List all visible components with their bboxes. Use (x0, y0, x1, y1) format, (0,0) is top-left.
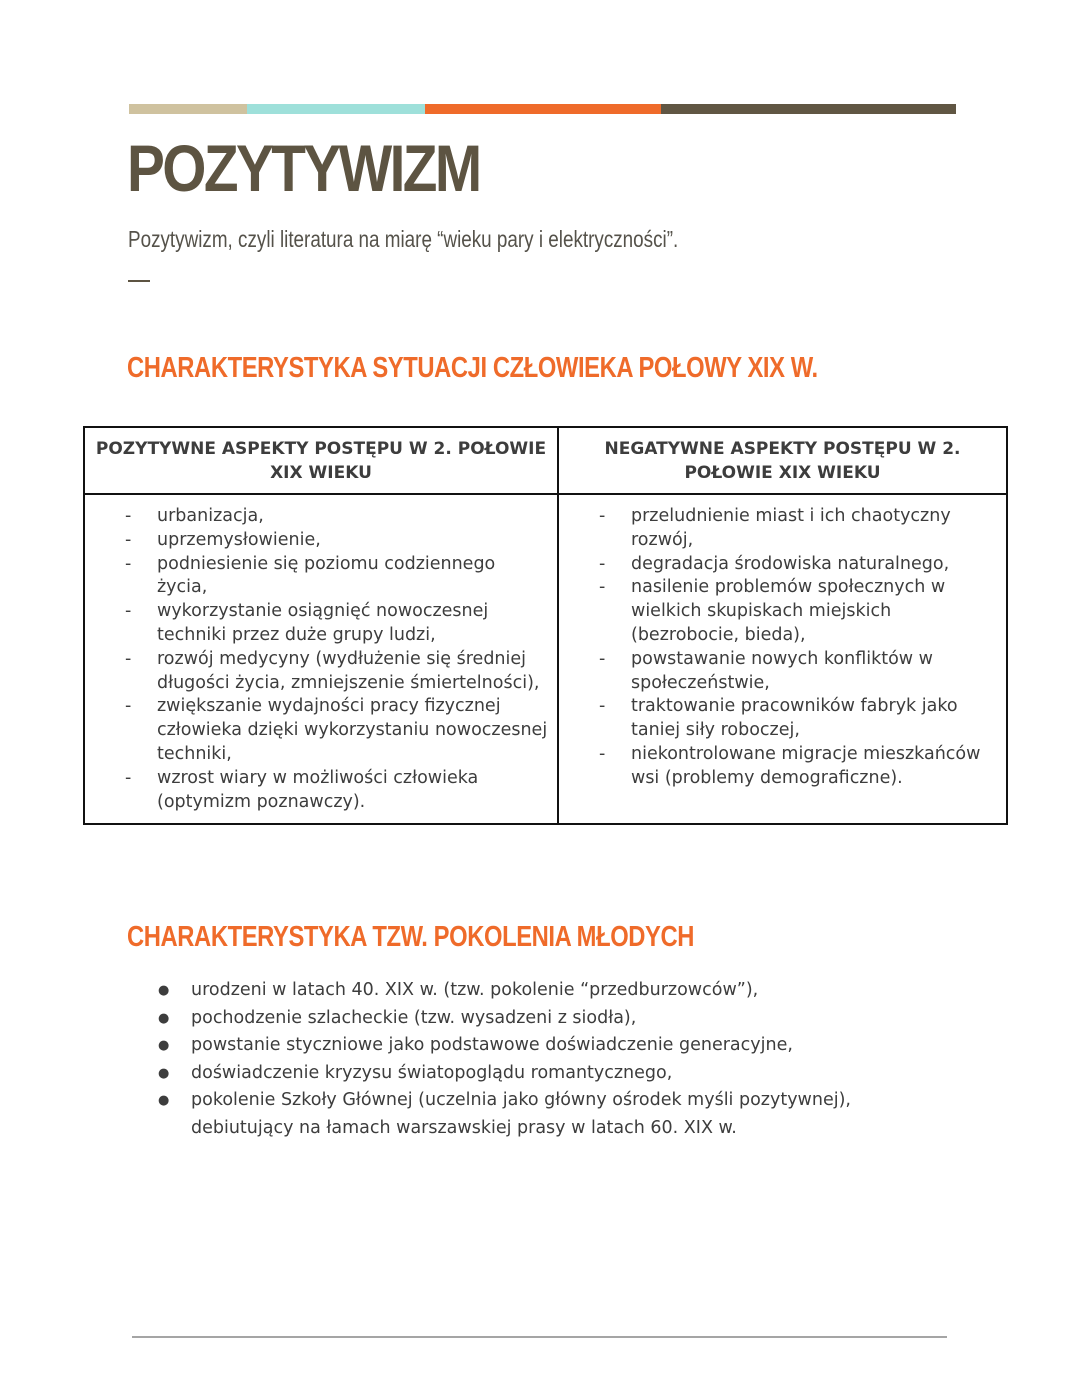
negative-aspects-list (559, 505, 998, 791)
positive-aspects-list (85, 505, 549, 814)
generation-trait-item: ● urodzeni w latach 40. XIX w. (tzw. pokolenie “przedburzowców”), (155, 977, 915, 1005)
generation-trait-item: ● pokolenie Szkoły Głównej (uczelnia jako główny ośrodek myśli pozytywnej), debiutujący na łamach warszawskiej prasy w latach 60. XIX w. (155, 1087, 915, 1142)
positive-aspect-item: - uprzemysłowienie, (85, 529, 549, 553)
negative-aspect-item: - niekontrolowane migracje mieszkańców wsi (problemy demograficzne). (559, 743, 998, 791)
table-header-positive: POZYTYWNE ASPEKTY POSTĘPU W 2. POŁOWIE XIX WIEKU (84, 427, 558, 494)
positive-aspect-item: - rozwój medycyny (wydłużenie się średniej długości życia, zmniejszenie śmiertelności), (85, 648, 549, 696)
positive-aspect-item: - wzrost wiary w możliwości człowieka (optymizm poznawczy). (85, 767, 549, 815)
section-heading-situation: CHARAKTERYSTYKA SYTUACJI CZŁOWIEKA POŁOWY XIX W. (127, 352, 818, 384)
positive-aspect-item: - wykorzystanie osiągnięć nowoczesnej techniki przez duże grupy ludzi, (85, 600, 549, 648)
negative-aspect-item: - przeludnienie miast i ich chaotyczny rozwój, (559, 505, 998, 553)
negative-aspect-item: - traktowanie pracowników fabryk jako taniej siły roboczej, (559, 695, 998, 743)
negative-aspect-item: - degradacja środowiska naturalnego, (559, 553, 998, 577)
negative-aspect-item: - nasilenie problemów społecznych w wielkich skupiskach miejskich (bezrobocie, bieda), (559, 576, 998, 647)
table-header-negative: NEGATYWNE ASPEKTY POSTĘPU W 2. POŁOWIE XIX WIEKU (558, 427, 1007, 494)
generation-list (155, 977, 915, 1143)
negative-aspects-cell (558, 494, 1007, 824)
header-color-bar (129, 104, 956, 114)
generation-trait-item: ● doświadczenie kryzysu światopoglądu romantycznego, (155, 1060, 915, 1088)
section-heading-generation: CHARAKTERYSTYKA TZW. POKOLENIA MŁODYCH (127, 921, 695, 953)
positive-aspect-item: - urbanizacja, (85, 505, 549, 529)
generation-trait-item: ● powstanie styczniowe jako podstawowe doświadczenie generacyjne, (155, 1032, 915, 1060)
positive-aspects-cell (84, 494, 558, 824)
generation-trait-item: ● pochodzenie szlacheckie (tzw. wysadzeni z siodła), (155, 1005, 915, 1033)
color-bar-segment-brown (661, 104, 956, 114)
positive-aspect-item: - podniesienie się poziomu codziennego życia, (85, 553, 549, 601)
color-bar-segment-orange (425, 104, 661, 114)
color-bar-segment-beige (129, 104, 247, 114)
color-bar-segment-teal (247, 104, 425, 114)
negative-aspect-item: - powstawanie nowych konfliktów w społeczeństwie, (559, 648, 998, 696)
page-subtitle: Pozytywizm, czyli literatura na miarę “wieku pary i elektryczności”. (128, 226, 679, 252)
aspects-table (83, 426, 1008, 825)
footer-divider (132, 1336, 947, 1338)
positive-aspect-item: - zwiększanie wydajności pracy fizycznej człowieka dzięki wykorzystaniu nowoczesnej techniki, (85, 695, 549, 766)
subtitle-divider (128, 280, 150, 282)
page-title: POZYTYWIZM (127, 131, 480, 205)
